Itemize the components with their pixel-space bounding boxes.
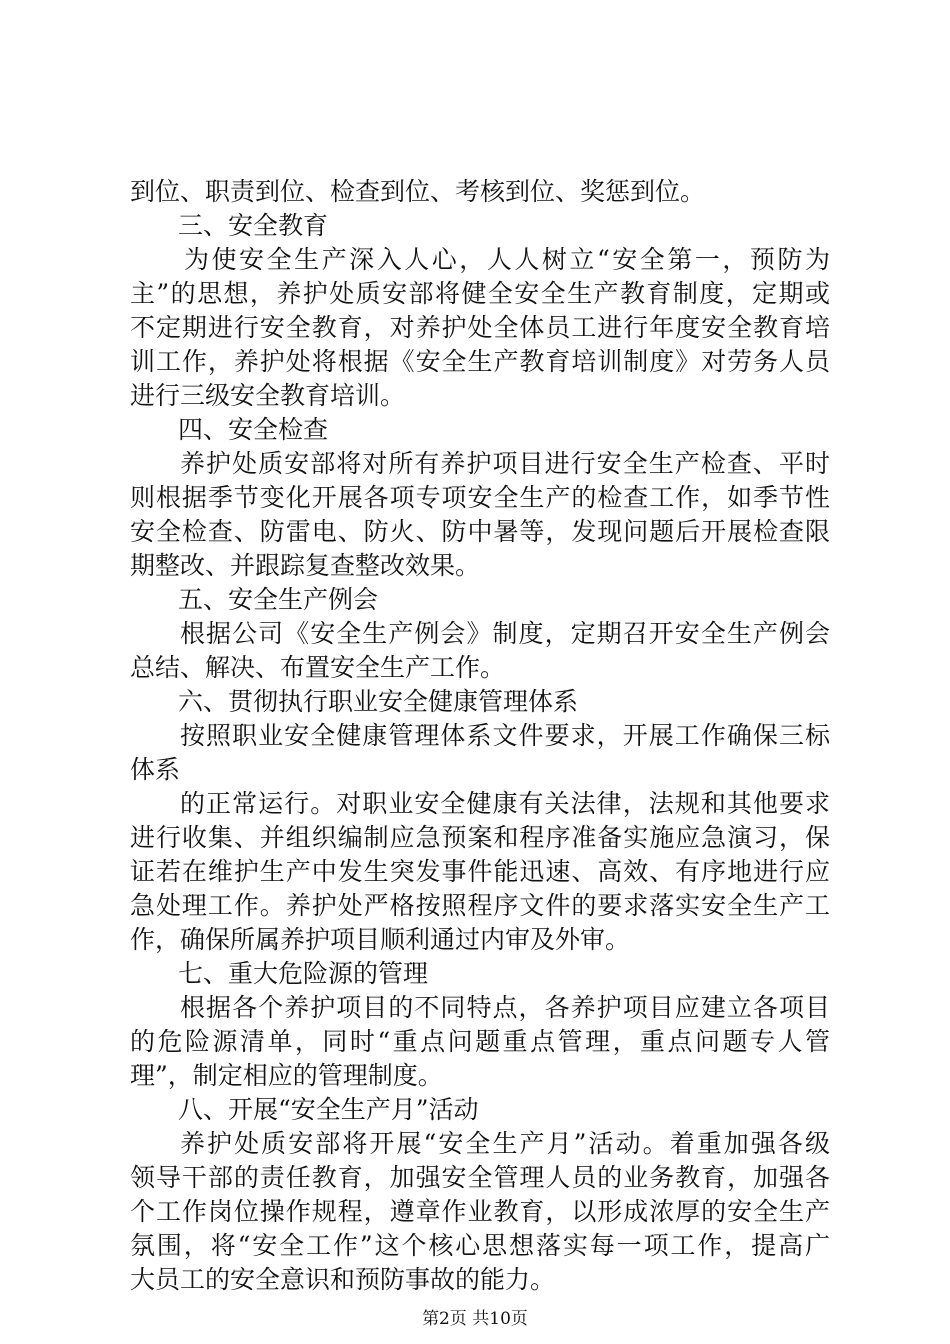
- paragraph-line: 领导干部的责任教育，加强安全管理人员的业务教育，加强各: [130, 1163, 830, 1192]
- paragraph-line: 理”，制定相应的管理制度。: [130, 1061, 443, 1090]
- section-heading: 八、开展“安全生产月”活动: [178, 1095, 479, 1124]
- paragraph-line: 期整改、并跟踪复查整改效果。: [130, 551, 481, 580]
- paragraph-line: 氛围，将“安全工作”这个核心思想落实每一项工作，提高广: [130, 1231, 830, 1260]
- paragraph-line: 为使安全生产深入人心，人人树立“安全第一，预防为: [184, 245, 830, 274]
- paragraph-line: 则根据季节变化开展各项专项安全生产的检查工作，如季节性: [130, 483, 830, 512]
- paragraph-line: 到位、职责到位、检查到位、考核到位、奖惩到位。: [130, 177, 706, 206]
- section-heading: 六、贯彻执行职业安全健康管理体系: [178, 687, 579, 716]
- paragraph-line: 总结、解决、布置安全生产工作。: [130, 653, 506, 682]
- paragraph-line: 按照职业安全健康管理体系文件要求，开展工作确保三标: [180, 721, 830, 750]
- section-heading: 三、安全教育: [178, 211, 329, 240]
- paragraph-line: 不定期进行安全教育，对养护处全体员工进行年度安全教育培: [130, 313, 830, 342]
- paragraph-line: 养护处质安部将对所有养护项目进行安全生产检查、平时: [180, 449, 830, 478]
- paragraph-line: 大员工的安全意识和预防事故的能力。: [130, 1265, 556, 1294]
- paragraph-line: 进行收集、并组织编制应急预案和程序准备实施应急演习，保: [130, 823, 830, 852]
- section-heading: 五、安全生产例会: [178, 585, 379, 614]
- paragraph-line: 证若在维护生产中发生突发事件能迅速、高效、有序地进行应: [130, 857, 830, 886]
- paragraph-line: 训工作，养护处将根据《安全生产教育培训制度》对劳务人员: [130, 347, 830, 376]
- paragraph-line: 根据各个养护项目的不同特点，各养护项目应建立各项目: [180, 993, 830, 1022]
- section-heading: 七、重大危险源的管理: [178, 959, 429, 988]
- paragraph-line: 的危险源清单，同时“重点问题重点管理，重点问题专人管: [130, 1027, 830, 1056]
- paragraph-line: 养护处质安部将开展“安全生产月”活动。着重加强各级: [180, 1129, 830, 1158]
- paragraph-line: 个工作岗位操作规程，遵章作业教育，以形成浓厚的安全生产: [130, 1197, 830, 1226]
- paragraph-line: 根据公司《安全生产例会》制度，定期召开安全生产例会: [180, 619, 830, 648]
- paragraph-line: 作，确保所属养护项目顺利通过内审及外审。: [130, 925, 631, 954]
- paragraph-line: 的正常运行。对职业安全健康有关法律，法规和其他要求: [180, 789, 830, 818]
- section-heading: 四、安全检查: [178, 415, 329, 444]
- paragraph-line: 进行三级安全教育培训。: [130, 381, 406, 410]
- paragraph-line: 体系: [130, 755, 181, 784]
- paragraph-line: 主”的思想，养护处质安部将健全安全生产教育制度，定期或: [130, 279, 830, 308]
- paragraph-line: 急处理工作。养护处严格按照程序文件的要求落实安全生产工: [130, 891, 830, 920]
- page-footer-indicator: 第2页 共10页: [422, 1309, 528, 1329]
- paragraph-line: 安全检查、防雷电、防火、防中暑等，发现问题后开展检查限: [130, 517, 830, 546]
